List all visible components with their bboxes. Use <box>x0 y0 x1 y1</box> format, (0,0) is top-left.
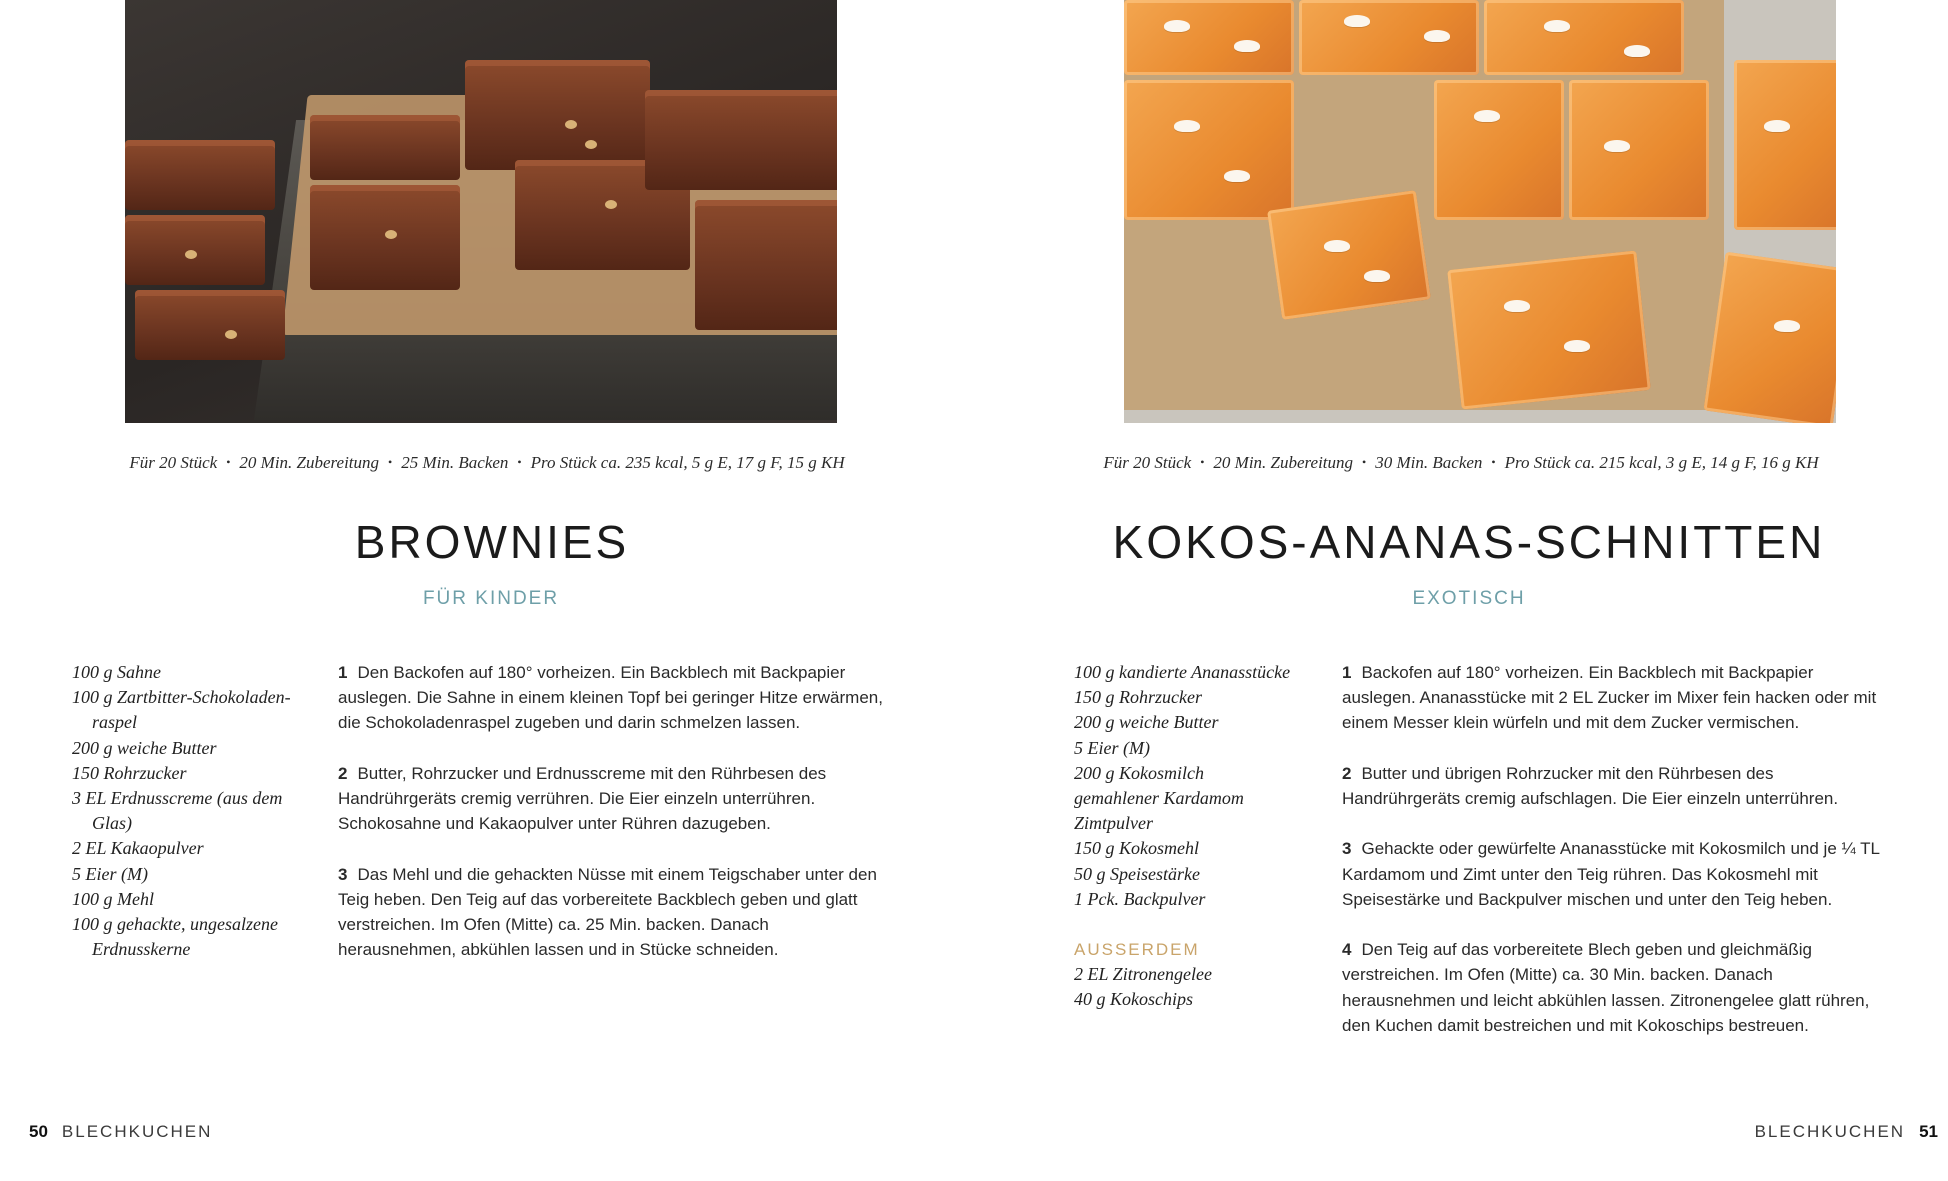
recipe-meta <box>0 453 974 473</box>
brownie-piece <box>645 90 837 190</box>
step-text: Den Teig auf das vorbereitete Blech geben und gleichmäßig verstreichen. Im Ofen (Mitte) ca. 30 Min. backen. Danach herausnehmen und leicht abkühlen lassen. Zitronengelee glatt rühren, den Kuchen damit bestreichen und mit Kokoschips bestreuen. <box>1342 940 1870 1035</box>
meta-prep-time: 20 Min. Zubereitung <box>1213 453 1354 472</box>
coconut-chip <box>1364 270 1390 282</box>
recipe-tag: FÜR KINDER <box>422 588 560 609</box>
coconut-chip <box>1624 45 1650 57</box>
method-step <box>1342 761 1890 811</box>
coconut-chip <box>1324 240 1350 252</box>
step-text: Das Mehl und die gehackten Nüsse mit einem Teigschaber unter den Teig heben. Den Teig auf das vorbereitete Backblech geben und glatt verstreichen. Im Ofen (Mitte) ca. 25 Min. backen. Danach herausnehmen, abkühlen lassen und in Stücke schneiden. <box>338 864 877 960</box>
coconut-chip <box>1474 110 1500 122</box>
step-text: Butter, Rohrzucker und Erdnusscreme mit den Rührbesen des Handrührgeräts cremig verrühren. Die Eier einzeln unterrühren. Schokosahne und Kakaopulver unter Rühren dazugeben. <box>338 763 827 834</box>
ingredient-item: 3 EL Erdnusscreme (aus dem Glas) <box>72 788 283 834</box>
page-footer <box>29 1122 212 1142</box>
ingredient-item: Zimtpulver <box>1074 813 1153 834</box>
recipe-tag: EXOTISCH <box>1412 588 1526 609</box>
ingredient-list <box>72 660 312 962</box>
ingredient-item: 50 g Speisestärke <box>1074 863 1200 884</box>
bullet-separator: • <box>1362 455 1367 469</box>
step-number: 2 <box>338 763 348 783</box>
coconut-chip <box>1424 30 1450 42</box>
page-number: 50 <box>29 1122 48 1141</box>
step-number: 3 <box>338 864 348 884</box>
step-text: Backofen auf 180° vorheizen. Ein Backblech mit Backpapier auslegen. Ananasstücke mit 2 EL Zucker im Mixer fein hacken oder mit einem Messer klein würfeln und mit dem Zucker vermischen. <box>1342 663 1877 733</box>
method-steps <box>1342 660 1890 1063</box>
nut-piece <box>585 140 597 149</box>
right-page <box>974 0 1948 1181</box>
ingredient-item: 200 g Kokosmilch <box>1074 762 1204 783</box>
recipe-title: BROWNIES <box>354 516 630 568</box>
method-step <box>338 660 886 736</box>
recipe-meta <box>974 453 1948 473</box>
coconut-chip <box>1504 300 1530 312</box>
ingredient-item: gemahlener Kardamom <box>1074 788 1244 809</box>
nut-piece <box>385 230 397 239</box>
kokos-ananas-photo <box>1124 0 1836 423</box>
meta-portions: Für 20 Stück <box>129 453 218 472</box>
ingredient-list <box>1074 660 1314 1013</box>
brownie-piece <box>310 185 460 290</box>
ingredient-item: 100 g Mehl <box>72 888 154 909</box>
meta-bake-time: 30 Min. Backen <box>1375 453 1483 472</box>
cake-slice <box>1434 80 1564 220</box>
cake-slice <box>1447 250 1651 409</box>
nut-piece <box>225 330 237 339</box>
method-step <box>338 862 886 963</box>
cake-slice <box>1484 0 1684 75</box>
cake-slice <box>1703 252 1836 423</box>
ingredient-item: 5 Eier (M) <box>1074 737 1150 758</box>
ingredient-item: 200 g weiche Butter <box>72 737 217 758</box>
bullet-separator: • <box>226 455 231 469</box>
coconut-chip <box>1604 140 1630 152</box>
bullet-separator: • <box>1200 455 1205 469</box>
brownies-photo <box>125 0 837 423</box>
ingredient-item: 40 g Kokoschips <box>1074 989 1193 1010</box>
meta-nutrition: Pro Stück ca. 215 kcal, 3 g E, 14 g F, 16 g KH <box>1504 453 1819 472</box>
step-number: 3 <box>1342 839 1352 859</box>
ingredient-item: 2 EL Kakaopulver <box>72 838 204 859</box>
step-text: Butter und übrigen Rohrzucker mit den Rührbesen des Handrührgeräts cremig aufschlagen. Die Eier einzeln unterrühren. <box>1342 763 1839 808</box>
ingredient-item: 100 g Zartbitter-Schokoladen-raspel <box>72 687 291 733</box>
meta-prep-time: 20 Min. Zubereitung <box>239 453 380 472</box>
ingredient-item: 150 g Rohrzucker <box>1074 687 1202 708</box>
brownie-piece <box>695 200 837 330</box>
coconut-chip <box>1544 20 1570 32</box>
meta-bake-time: 25 Min. Backen <box>401 453 509 472</box>
page-number: 51 <box>1919 1122 1938 1141</box>
page-footer <box>1755 1122 1938 1142</box>
coconut-chip <box>1164 20 1190 32</box>
extra-ingredients-heading: AUSSERDEM <box>1074 940 1200 960</box>
section-name: BLECHKUCHEN <box>1754 1122 1906 1141</box>
step-text: Gehackte oder gewürfelte Ananasstücke mit Kokosmilch und je ¼ TL Kardamom und Zimt unter den Teig rühren. Das Kokosmehl mit Speisestärke und Backpulver mischen und unter den Teig heben. <box>1342 839 1880 909</box>
method-step <box>1342 937 1890 1038</box>
recipe-title: KOKOS-ANANAS-SCHNITTEN <box>1112 516 1826 568</box>
ingredient-item: 200 g weiche Butter <box>1074 712 1219 733</box>
meta-nutrition: Pro Stück ca. 235 kcal, 5 g E, 17 g F, 15 g KH <box>530 453 845 472</box>
ingredient-item: 100 g kandierte Ananasstücke <box>1074 662 1291 682</box>
bullet-separator: • <box>517 455 522 469</box>
step-number: 1 <box>1342 663 1352 682</box>
coconut-chip <box>1764 120 1790 132</box>
coconut-chip <box>1224 170 1250 182</box>
coconut-chip <box>1234 40 1260 52</box>
nut-piece <box>185 250 197 259</box>
brownie-piece <box>465 60 650 170</box>
bullet-separator: • <box>388 455 393 469</box>
cake-slice <box>1734 60 1836 230</box>
coconut-chip <box>1174 120 1200 132</box>
ingredient-item: 1 Pck. Backpulver <box>1074 888 1206 909</box>
cake-slice <box>1124 80 1294 220</box>
step-number: 2 <box>1342 763 1352 783</box>
ingredient-item: 150 g Kokosmehl <box>1074 838 1199 859</box>
section-name: BLECHKUCHEN <box>61 1122 213 1141</box>
ingredient-item: 2 EL Zitronengelee <box>1074 964 1212 985</box>
coconut-chip <box>1774 320 1800 332</box>
method-step <box>1342 660 1890 736</box>
step-number: 4 <box>1342 940 1352 960</box>
ingredient-item: 150 Rohrzucker <box>72 762 187 783</box>
brownie-piece <box>125 215 265 285</box>
ingredient-item: 100 g Sahne <box>72 662 161 682</box>
coconut-chip <box>1344 15 1370 27</box>
cake-slice <box>1124 0 1294 75</box>
coconut-chip <box>1564 340 1590 352</box>
step-number: 1 <box>338 663 348 682</box>
brownie-piece <box>135 290 285 360</box>
step-text: Den Backofen auf 180° vorheizen. Ein Backblech mit Backpapier auslegen. Die Sahne in einem kleinen Topf bei geringer Hitze erwärmen, die Schokoladenraspel zugeben und darin schmelzen lassen. <box>338 663 883 733</box>
method-steps <box>338 660 886 988</box>
bullet-separator: • <box>1491 455 1496 469</box>
brownie-piece <box>125 140 275 210</box>
nut-piece <box>565 120 577 129</box>
cake-slice <box>1569 80 1709 220</box>
ingredient-item: 100 g gehackte, ungesalzene Erdnusskerne <box>72 914 278 960</box>
ingredient-item: 5 Eier (M) <box>72 863 148 884</box>
cake-slice <box>1267 190 1431 320</box>
method-step <box>338 761 886 837</box>
cake-slice <box>1299 0 1479 75</box>
nut-piece <box>605 200 617 209</box>
brownie-piece <box>310 115 460 180</box>
meta-portions: Für 20 Stück <box>1103 453 1192 472</box>
method-step <box>1342 836 1890 912</box>
